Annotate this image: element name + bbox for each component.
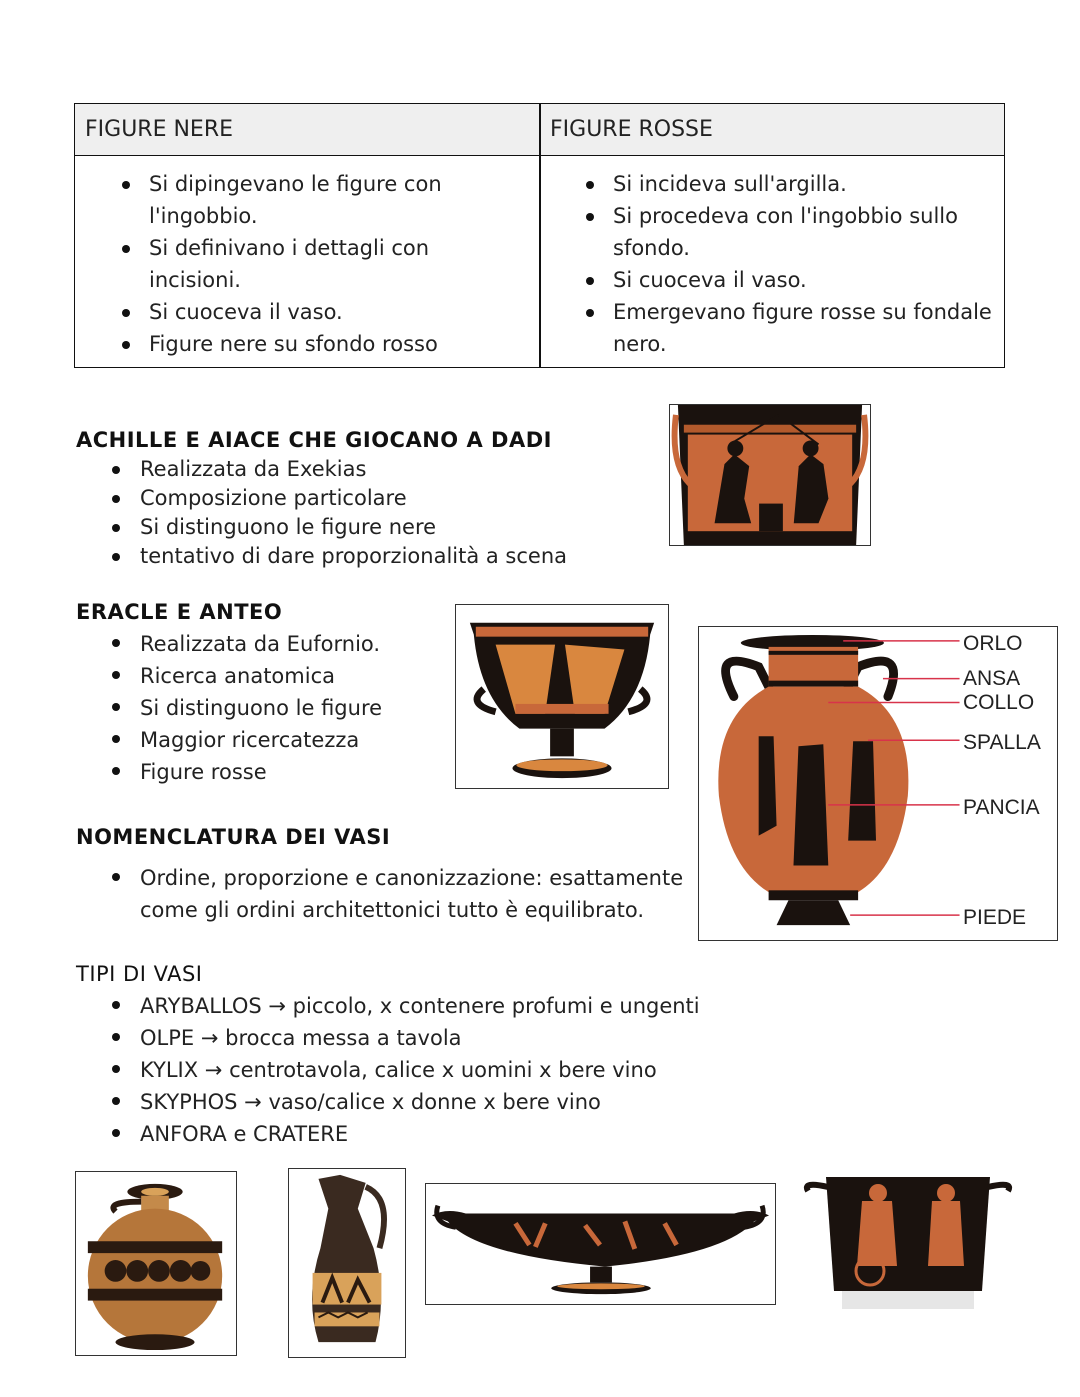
list-item: Composizione particolare [76,484,676,513]
list-item: Si incideva sull'argilla. [577,168,997,200]
list-item: ANFORA e CRATERE [76,1118,776,1150]
achille-aiace-vase-image [669,404,871,546]
aryballos-image [75,1171,237,1356]
list-item: Si distinguono le figure [76,692,476,724]
kylix-image [425,1183,776,1305]
table-header-figure-nere: FIGURE NERE [75,104,540,156]
table-divider [539,104,541,367]
achille-title: ACHILLE E AIACE CHE GIOCANO A DADI [76,428,552,452]
label-orlo: ORLO [963,632,1023,655]
list-item: Ordine, proporzione e canonizzazione: esattamente come gli ordini architettonici tutto è equilibrato. [76,862,696,926]
comparison-table [74,103,1005,368]
table-header-figure-rosse: FIGURE ROSSE [540,104,1004,156]
figure-rosse-list [577,168,997,360]
list-item: Si procedeva con l'ingobbio sullo sfondo. [577,200,997,264]
achille-list [76,455,676,571]
label-pancia: PANCIA [963,796,1040,819]
eracle-anteo-krater-image [455,604,669,789]
list-item: OLPE → brocca messa a tavola [76,1022,776,1054]
olpe-image [288,1168,406,1358]
list-item: Realizzata da Exekias [76,455,676,484]
label-piede: PIEDE [963,906,1027,929]
list-item: Si cuoceva il vaso. [113,296,493,328]
list-item: tentativo di dare proporzionalità a scena [76,542,676,571]
list-item: Si definivano i dettagli con incisioni. [113,232,493,296]
list-item: Si distinguono le figure nere [76,513,676,542]
label-spalla: SPALLA [963,731,1041,754]
list-item: Figure nere su sfondo rosso [113,328,493,360]
list-item: KYLIX → centrotavola, calice x uomini x bere vino [76,1054,776,1086]
amphora-diagram [698,626,1058,941]
label-collo: COLLO [963,691,1035,714]
list-item: SKYPHOS → vaso/calice x donne x bere vino [76,1086,776,1118]
label-ansa: ANSA [963,667,1021,690]
list-item: Si dipingevano le figure con l'ingobbio. [113,168,493,232]
nomenclatura-list [76,862,696,926]
eracle-list [76,628,476,788]
tipi-list [76,990,776,1150]
list-item: Ricerca anatomica [76,660,476,692]
list-item: Realizzata da Eufornio. [76,628,476,660]
list-item: Emergevano figure rosse su fondale nero. [577,296,997,360]
figure-nere-list [113,168,493,360]
list-item: Si cuoceva il vaso. [577,264,997,296]
tipi-title: TIPI DI VASI [76,962,203,986]
eracle-title: ERACLE E ANTEO [76,600,283,624]
list-item: Maggior ricercatezza [76,724,476,756]
list-item: ARYBALLOS → piccolo, x contenere profumi e ungenti [76,990,776,1022]
nomenclatura-title: NOMENCLATURA DEI VASI [76,825,391,849]
skyphos-image [802,1171,1014,1311]
list-item: Figure rosse [76,756,476,788]
